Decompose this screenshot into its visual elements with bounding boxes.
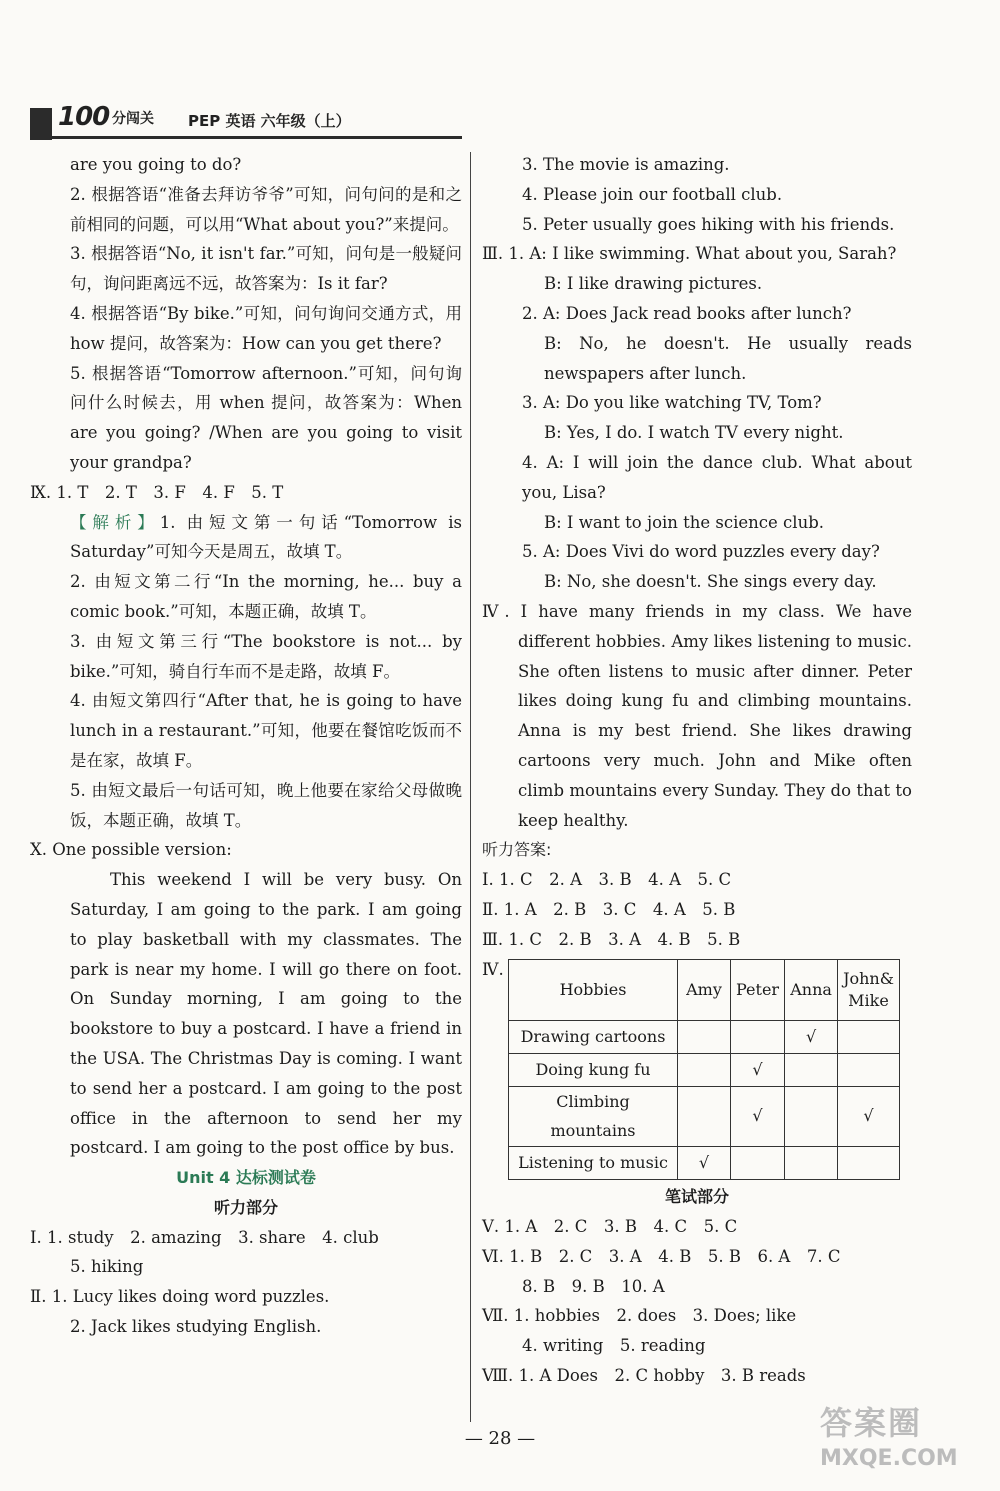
table-cell	[838, 1053, 900, 1086]
dialogue-line: 4. A: I will join the dance club. What about you, Lisa?	[522, 452, 912, 502]
table-row	[509, 1147, 900, 1180]
answer-line: Ⅶ. 1. hobbies 2. does 3. Does; like	[482, 1306, 797, 1326]
header-john: John&	[843, 968, 894, 988]
answer-line: Ⅴ. 1. A 2. C 3. B 4. C 5. C	[482, 1216, 738, 1236]
answer-paragraph: 4. 由短文第四行“After that, he is going to have lunch in a restaurant.”可知，他要在餐馆吃饭而不是在家，故填 F。	[70, 691, 462, 770]
answer-paragraph: 4. 根据答语“By bike.”可知，问句询问交通方式，用 how 提问，故答案为：How can you get there?	[70, 303, 462, 353]
table-row	[509, 1053, 900, 1086]
dialogue-line: B: No, he doesn't. He usually reads newspapers after lunch.	[544, 333, 912, 383]
table-cell	[731, 1020, 785, 1053]
page-number: — 28 —	[464, 1428, 536, 1449]
dialogue-line: 3. A: Do you like watching TV, Tom?	[522, 393, 822, 413]
table-header-cell: Amy	[678, 959, 731, 1020]
unit-title: Unit 4 达标测试卷	[176, 1168, 316, 1188]
logo-subtitle: 分闯关	[112, 111, 154, 127]
roman-label: Ⅳ.	[482, 959, 504, 979]
dialogue-line: B: I want to join the science club.	[544, 512, 825, 532]
row-label: Climbing mountains	[509, 1086, 678, 1147]
answer-line: Ⅵ. 1. B 2. C 3. A 4. B 5. B 6. A 7. C	[482, 1246, 841, 1266]
listening-answers-title: 听力答案:	[482, 840, 552, 860]
header-mike: Mike	[848, 990, 889, 1010]
table-cell: √	[838, 1086, 900, 1147]
dialogue-line: Ⅲ. 1. A: I like swimming. What about you, Sarah?	[482, 244, 897, 264]
answer-paragraph: 3. 由短文第三行“The bookstore is not... by bike.”可知，骑自行车而不是走路，故填 F。	[70, 631, 462, 681]
book-title: PEP 英语 六年级（上）	[188, 112, 351, 130]
answer-line: are you going to do?	[70, 155, 242, 174]
table-header-row	[509, 959, 900, 1020]
table-cell	[678, 1020, 731, 1053]
dialogue-line: 2. A: Does Jack read books after lunch?	[522, 303, 852, 323]
watermark-top: 答案圈	[820, 1404, 923, 1442]
logo-bar	[30, 108, 52, 140]
left-column	[30, 150, 462, 1342]
table-header-cell: Peter	[731, 959, 785, 1020]
answer-line: 2. Jack likes studying English.	[70, 1317, 322, 1337]
table-cell: √	[785, 1020, 838, 1053]
table-cell	[678, 1053, 731, 1086]
answer-paragraph: 5. 由短文最后一句话可知，晚上他要在家给父母做晚饭，本题正确，故填 T。	[70, 780, 462, 830]
composition-text: This weekend I will be very busy. On Saturday, I am going to the park. I am going to play basketball with my classmates. The park is near my home. I will go there on foot. On Sunday morning, I am going to the bookstore to buy a postcard. I have a friend in the USA. The Christmas Day is coming. I want to send her a postcard. I am going to the post office in the afternoon to send her my postcard. I am going to the post office by bus.	[70, 870, 462, 1158]
table-cell	[785, 1086, 838, 1147]
table-cell: √	[731, 1086, 785, 1147]
section-title: 听力部分	[213, 1197, 278, 1217]
table-row	[509, 1020, 900, 1053]
hobbies-table	[508, 959, 900, 1181]
table-cell	[731, 1147, 785, 1180]
table-cell	[785, 1053, 838, 1086]
answer-line: 3. The movie is amazing.	[522, 155, 730, 174]
page-header	[30, 98, 470, 144]
dialogue-line: B: Yes, I do. I watch TV every night.	[544, 423, 844, 443]
table-header-cell	[838, 959, 900, 1020]
answer-line: 8. B 9. B 10. A	[522, 1276, 665, 1296]
answer-paragraph: 5. 根据答语“Tomorrow afternoon.”可知，问句询问什么时候去，用 when 提问，故答案为：When are you going? /When are you going to visit your grandpa?	[70, 363, 462, 472]
column-divider	[470, 152, 471, 1422]
table-header-cell: Anna	[785, 959, 838, 1020]
watermark-bottom: MXQE.COM	[820, 1446, 958, 1471]
answer-line: Ⅲ. 1. C 2. B 3. A 4. B 5. B	[482, 929, 741, 949]
answer-line: Ⅱ. 1. A 2. B 3. C 4. A 5. B	[482, 899, 736, 919]
answer-paragraph: 3. 根据答语“No, it isn't far.”可知，问句是一般疑问句，询问距离远不远，故答案为：Is it far?	[70, 244, 462, 294]
answer-line: Ⅹ. One possible version:	[30, 840, 232, 860]
dialogue-line: B: No, she doesn't. She sings every day.	[544, 572, 877, 592]
table-cell	[838, 1020, 900, 1053]
dialogue-line: B: I like drawing pictures.	[544, 274, 763, 294]
answer-line: Ⅱ. 1. Lucy likes doing word puzzles.	[30, 1287, 330, 1307]
watermark	[820, 1398, 958, 1471]
section-title: 笔试部分	[664, 1187, 729, 1207]
answer-paragraph: 2. 根据答语“准备去拜访爷爷”可知，问句问的是和之前相同的问题，可以用“What about you?”来提问。	[70, 184, 462, 234]
table-cell	[838, 1147, 900, 1180]
answer-line: Ⅷ. 1. A Does 2. C hobby 3. B reads	[482, 1365, 806, 1385]
passage-text: Ⅳ. I have many friends in my class. We have different hobbies. Amy likes listening to music. She often listens to music after dinner. Peter likes doing kung fu and climbing mountains. Anna is my best friend. She likes drawing cartoons very much. John and Mike often climb mountains every Sunday. They do that to keep healthy.	[482, 601, 912, 830]
answer-line: 4. writing 5. reading	[522, 1336, 706, 1356]
answer-line: 4. Please join our football club.	[522, 184, 783, 204]
answer-line: Ⅰ. 1. C 2. A 3. B 4. A 5. C	[482, 870, 732, 890]
answer-paragraph: 2. 由短文第二行“In the morning, he... buy a comic book.”可知，本题正确，故填 T。	[70, 572, 462, 621]
analysis-text: 1. 由短文第一句话“Tomorrow is Saturday”可知今天是周五，故填 T。	[70, 512, 463, 562]
analysis-block	[30, 508, 462, 568]
answer-line: 5. hiking	[70, 1257, 144, 1277]
table-cell	[678, 1086, 731, 1147]
table-header-cell: Hobbies	[509, 959, 678, 1020]
logo-number: 100	[58, 102, 110, 132]
table-cell: √	[678, 1147, 731, 1180]
table-cell: √	[731, 1053, 785, 1086]
answer-line: 5. Peter usually goes hiking with his friends.	[522, 214, 895, 234]
table-cell	[785, 1147, 838, 1180]
dialogue-line: 5. A: Does Vivi do word puzzles every day?	[522, 542, 880, 562]
answer-line: Ⅰ. 1. study 2. amazing 3. share 4. club	[30, 1227, 379, 1247]
hobbies-table-block	[482, 959, 912, 1181]
row-label: Doing kung fu	[509, 1053, 678, 1086]
header-rule	[52, 136, 462, 139]
answer-line: Ⅸ. 1. T 2. T 3. F 4. F 5. T	[30, 482, 284, 502]
analysis-label: 【解析】	[70, 512, 160, 532]
right-column	[482, 150, 912, 1391]
row-label: Listening to music	[509, 1147, 678, 1180]
table-row	[509, 1086, 900, 1147]
row-label: Drawing cartoons	[509, 1020, 678, 1053]
